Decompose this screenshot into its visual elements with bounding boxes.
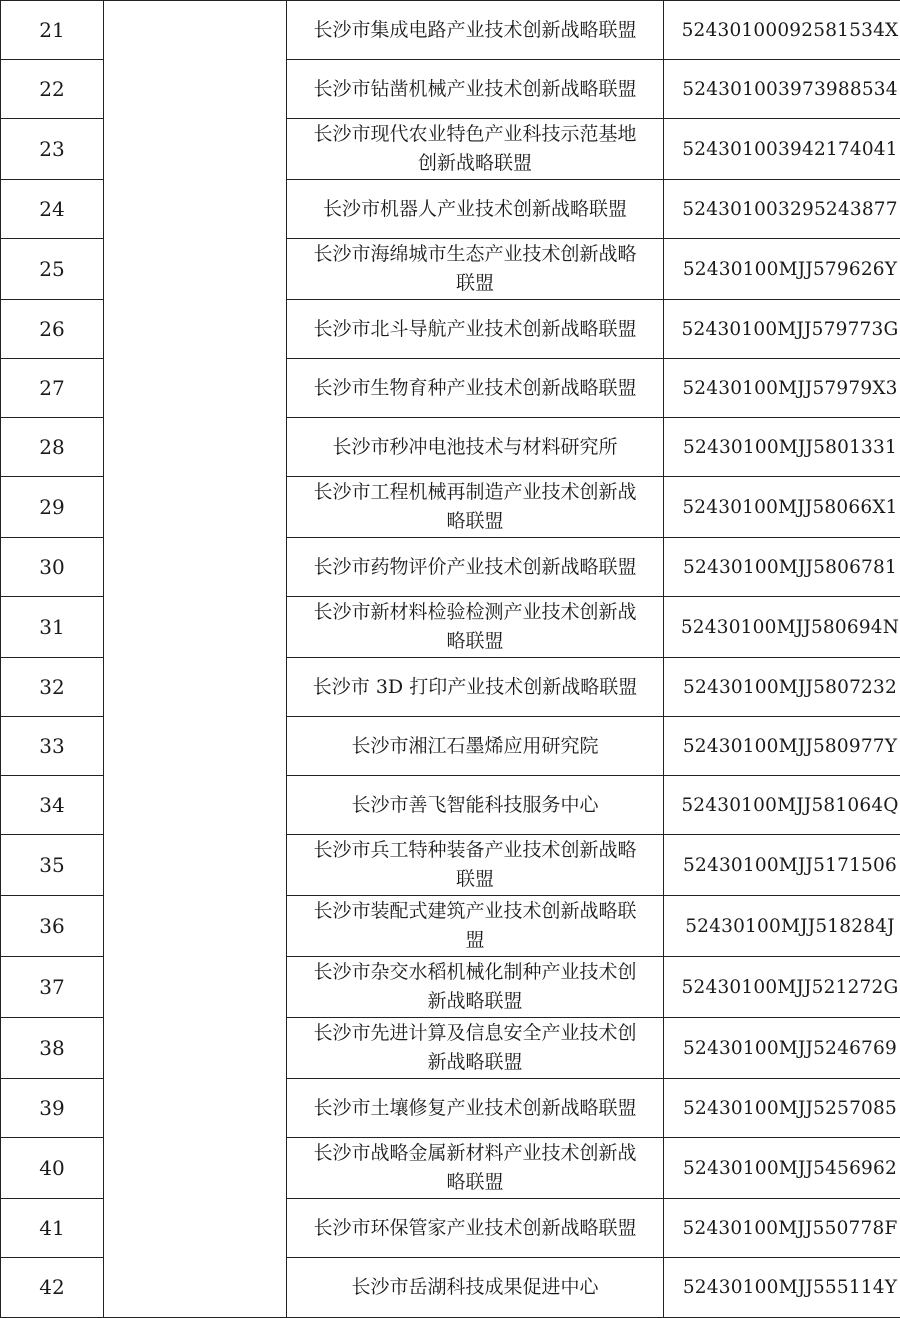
organization-name-line: 联盟 xyxy=(456,269,494,298)
credit-code: 52430100MJJ57979X3 xyxy=(664,359,900,418)
organization-name-text xyxy=(351,1273,598,1302)
organization-name-line: 长沙市集成电路产业技术创新战略联盟 xyxy=(313,16,636,45)
organization-name xyxy=(287,896,664,957)
credit-code: 524301003295243877 xyxy=(664,180,900,239)
organization-name xyxy=(287,538,664,597)
organization-name-line: 略联盟 xyxy=(446,627,503,656)
organization-name-line: 长沙市兵工特种装备产业技术创新战略 xyxy=(313,836,636,865)
organization-name-line: 长沙市新材料检验检测产业技术创新战 xyxy=(313,598,636,627)
credit-code: 52430100MJJ550778F xyxy=(664,1199,900,1258)
organization-name xyxy=(287,957,664,1018)
organization-name xyxy=(287,717,664,776)
organization-name xyxy=(287,658,664,717)
row-number: 21 xyxy=(1,1,104,60)
organization-name xyxy=(287,1258,664,1318)
organization-name-line: 长沙市装配式建筑产业技术创新战略联 xyxy=(313,897,636,926)
organization-name xyxy=(287,119,664,180)
organization-name-text xyxy=(313,598,636,656)
organization-name xyxy=(287,418,664,477)
organization-name-text xyxy=(313,75,636,104)
organization-name xyxy=(287,359,664,418)
organization-name-text xyxy=(332,433,617,462)
credit-code: 52430100MJJ5456962 xyxy=(664,1138,900,1199)
organization-name-text xyxy=(313,120,636,178)
credit-code: 52430100092581534X xyxy=(664,1,900,60)
organization-name xyxy=(287,1079,664,1138)
organization-name xyxy=(287,1,664,60)
row-number: 33 xyxy=(1,717,104,776)
organization-name xyxy=(287,1138,664,1199)
row-number: 28 xyxy=(1,418,104,477)
credit-code: 52430100MJJ5801331 xyxy=(664,418,900,477)
credit-code: 52430100MJJ5257085 xyxy=(664,1079,900,1138)
organization-name-line: 长沙市秒冲电池技术与材料研究所 xyxy=(332,433,617,462)
organization-name-text xyxy=(313,16,636,45)
organization-name-text xyxy=(351,791,598,820)
row-number: 41 xyxy=(1,1199,104,1258)
credit-code: 524301003973988534 xyxy=(664,60,900,119)
organization-name-text xyxy=(313,897,636,955)
organization-name-line: 长沙市北斗导航产业技术创新战略联盟 xyxy=(313,315,636,344)
credit-code: 52430100MJJ5806781 xyxy=(664,538,900,597)
organization-name-text xyxy=(313,478,636,536)
organization-name-text xyxy=(313,315,636,344)
organization-name-text xyxy=(313,374,636,403)
organization-name-text xyxy=(313,1019,636,1077)
organization-name-line: 长沙市土壤修复产业技术创新战略联盟 xyxy=(313,1094,636,1123)
credit-code: 52430100MJJ521272G xyxy=(664,957,900,1018)
organization-name-line: 长沙市机器人产业技术创新战略联盟 xyxy=(323,195,627,224)
organization-name xyxy=(287,835,664,896)
row-number: 25 xyxy=(1,239,104,300)
credit-code: 52430100MJJ5246769 xyxy=(664,1018,900,1079)
organization-name xyxy=(287,477,664,538)
row-number: 38 xyxy=(1,1018,104,1079)
organization-name-text xyxy=(313,836,636,894)
organization-name-text xyxy=(313,958,636,1016)
row-number: 40 xyxy=(1,1138,104,1199)
organization-name-text xyxy=(313,1094,636,1123)
credit-code: 52430100MJJ5171506 xyxy=(664,835,900,896)
row-number: 42 xyxy=(1,1258,104,1318)
row-number: 35 xyxy=(1,835,104,896)
organization-name xyxy=(287,1199,664,1258)
organization-name-line: 长沙市药物评价产业技术创新战略联盟 xyxy=(313,553,636,582)
organization-name xyxy=(287,776,664,835)
organization-name-line: 长沙市 3D 打印产业技术创新战略联盟 xyxy=(313,673,637,702)
row-number: 34 xyxy=(1,776,104,835)
organization-name-text xyxy=(313,553,636,582)
organization-name-line: 长沙市先进计算及信息安全产业技术创 xyxy=(313,1019,636,1048)
organization-name xyxy=(287,597,664,658)
organization-name-text xyxy=(323,195,627,224)
organization-name-line: 长沙市湘江石墨烯应用研究院 xyxy=(351,732,598,761)
row-number: 22 xyxy=(1,60,104,119)
credit-code: 524301003942174041 xyxy=(664,119,900,180)
row-number: 27 xyxy=(1,359,104,418)
organization-name-line: 长沙市工程机械再制造产业技术创新战 xyxy=(313,478,636,507)
credit-code: 52430100MJJ579626Y xyxy=(664,239,900,300)
row-number: 36 xyxy=(1,896,104,957)
organization-name xyxy=(287,239,664,300)
row-number: 31 xyxy=(1,597,104,658)
row-number: 26 xyxy=(1,300,104,359)
organization-name-line: 长沙市现代农业特色产业科技示范基地 xyxy=(313,120,636,149)
organization-name-text xyxy=(313,1214,636,1243)
organization-name xyxy=(287,180,664,239)
organization-name-line: 长沙市环保管家产业技术创新战略联盟 xyxy=(313,1214,636,1243)
credit-code: 52430100MJJ579773G xyxy=(664,300,900,359)
organization-name-line: 长沙市善飞智能科技服务中心 xyxy=(351,791,598,820)
credit-code: 52430100MJJ580694N xyxy=(664,597,900,658)
row-number: 29 xyxy=(1,477,104,538)
credit-code: 52430100MJJ5807232 xyxy=(664,658,900,717)
table-body xyxy=(1,1,900,1318)
organization-name-line: 长沙市岳湖科技成果促进中心 xyxy=(351,1273,598,1302)
credit-code: 52430100MJJ580977Y xyxy=(664,717,900,776)
row-number: 30 xyxy=(1,538,104,597)
organization-name xyxy=(287,300,664,359)
organization-name-text xyxy=(351,732,598,761)
organization-name xyxy=(287,1018,664,1079)
organization-name-text xyxy=(313,1139,636,1197)
row-number: 24 xyxy=(1,180,104,239)
credit-code: 52430100MJJ518284J xyxy=(664,896,900,957)
organization-name-line: 长沙市钻凿机械产业技术创新战略联盟 xyxy=(313,75,636,104)
organization-name-line: 长沙市杂交水稻机械化制种产业技术创 xyxy=(313,958,636,987)
organization-name-line: 创新战略联盟 xyxy=(418,149,532,178)
credit-code: 52430100MJJ581064Q xyxy=(664,776,900,835)
organization-name xyxy=(287,60,664,119)
row-number: 23 xyxy=(1,119,104,180)
row-number: 32 xyxy=(1,658,104,717)
organization-name-line: 略联盟 xyxy=(446,507,503,536)
organization-name-line: 长沙市海绵城市生态产业技术创新战略 xyxy=(313,240,636,269)
organization-name-line: 新战略联盟 xyxy=(427,1048,522,1077)
credit-code: 52430100MJJ555114Y xyxy=(664,1258,900,1318)
row-number: 37 xyxy=(1,957,104,1018)
organization-name-line: 略联盟 xyxy=(446,1168,503,1197)
organization-name-text xyxy=(313,240,636,298)
table-row xyxy=(1,1,900,60)
row-number: 39 xyxy=(1,1079,104,1138)
organization-name-line: 盟 xyxy=(465,926,484,955)
organization-name-line: 长沙市战略金属新材料产业技术创新战 xyxy=(313,1139,636,1168)
organization-name-line: 联盟 xyxy=(456,865,494,894)
organization-name-text xyxy=(313,673,637,702)
organization-name-line: 长沙市生物育种产业技术创新战略联盟 xyxy=(313,374,636,403)
credit-code: 52430100MJJ58066X1 xyxy=(664,477,900,538)
merged-category-cell xyxy=(104,1,287,1318)
organization-name-line: 新战略联盟 xyxy=(427,987,522,1016)
